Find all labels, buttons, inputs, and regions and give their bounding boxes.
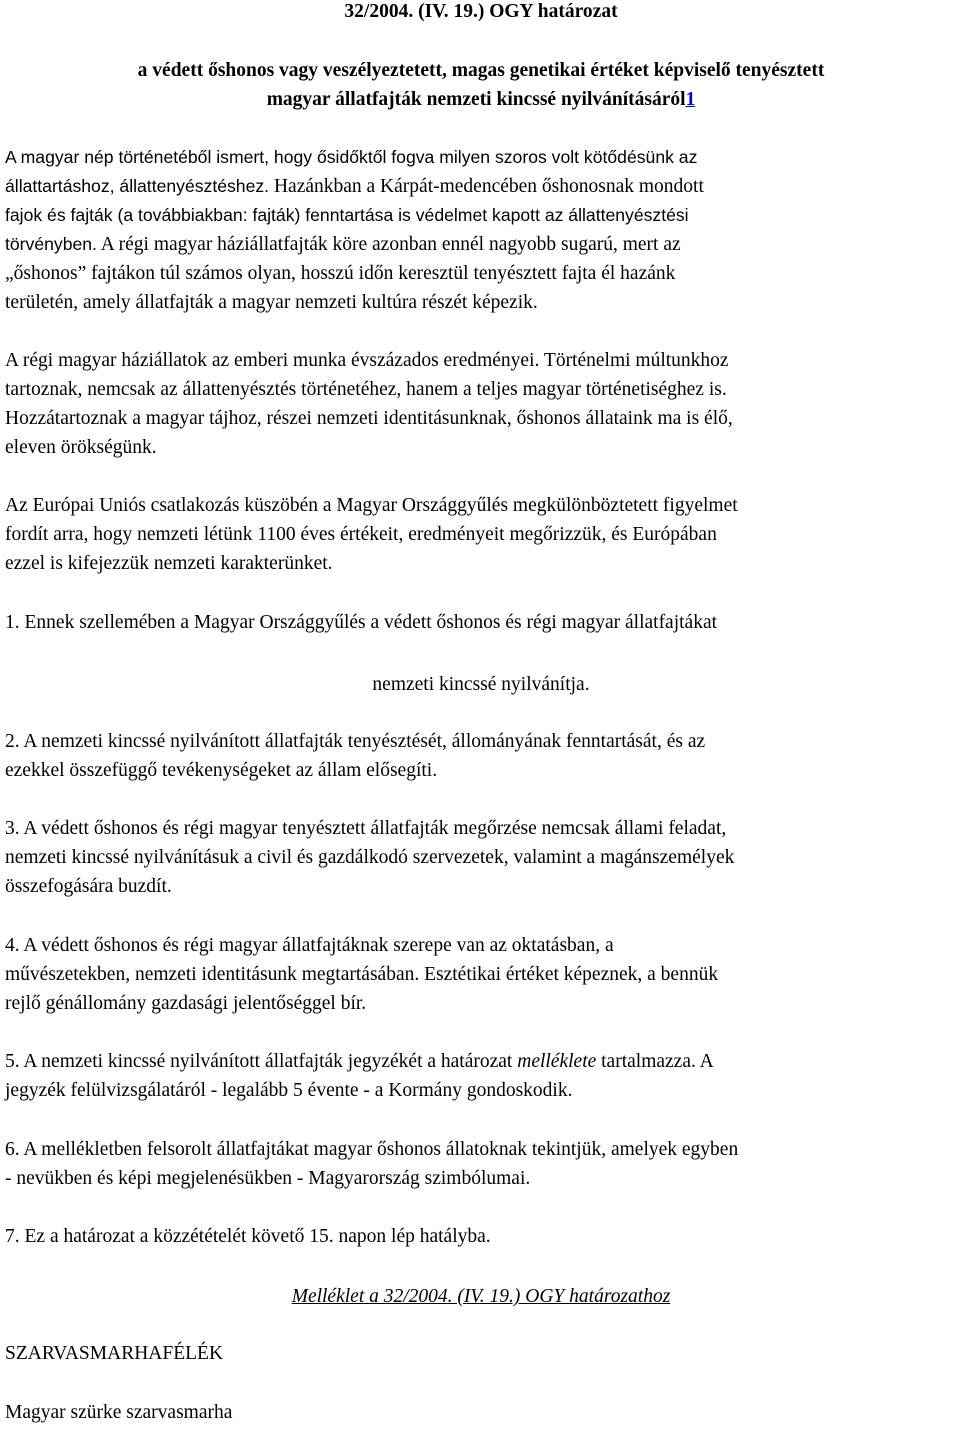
point-2 — [5, 727, 957, 785]
intro-line-4-cont: A régi magyar háziállatfajták köre azonban ennél nagyobb sugarú, mert az — [100, 234, 681, 255]
paragraph-line: fordít arra, hogy nemzeti létünk 1100 éves értékeit, eredményeit megőrizzük, és Európában — [5, 524, 717, 545]
intro-line-5: „őshonos” fajtákon túl számos olyan, hosszú időn keresztül tenyésztett fajta él hazánk — [5, 263, 676, 284]
section-heading — [5, 1339, 957, 1368]
document-title — [5, 0, 957, 26]
intro-line-2: állattartáshoz, állattenyésztéshez. Hazánkban a Kárpát-medencében őshonosnak mondott — [5, 176, 704, 197]
point-3 — [5, 814, 957, 901]
point-line: művészetekben, nemzeti identitásunk megtartásában. Esztétikai értéket képeznek, a bennük — [5, 964, 719, 985]
point-line: 3. A védett őshonos és régi magyar tenyésztett állatfajták megőrzése nemcsak állami feladat, — [5, 818, 727, 839]
footnote-link[interactable]: 1 — [685, 89, 696, 110]
intro-paragraph — [5, 143, 957, 317]
paragraph-line: Hozzátartoznak a magyar tájhoz, részei nemzeti identitásunknak, őshonos állataink ma is élő, — [5, 408, 733, 429]
subtitle-line-1: a védett őshonos vagy veszélyeztetett, magas genetikai értéket képviselő tenyésztett — [137, 60, 825, 81]
paragraph-heritage — [5, 346, 957, 462]
point-line: - nevükben és képi megjelenésükben - Magyarország szimbólumai. — [5, 1168, 531, 1189]
paragraph-line: tartoznak, nemcsak az állattenyésztés történetéhez, hanem a teljes magyar történetiséghez is. — [5, 379, 727, 400]
point-line: 6. A mellékletben felsorolt állatfajtákat magyar őshonos állatoknak tekintjük, amelyek egyben — [5, 1139, 739, 1160]
paragraph-line: eleven örökségünk. — [5, 437, 157, 458]
breed-item — [5, 1398, 957, 1427]
paragraph-eu — [5, 491, 957, 578]
point-line: 4. A védett őshonos és régi magyar állatfajtáknak szerepe van az oktatásban, a — [5, 935, 614, 956]
point-line: összefogására buzdít. — [5, 876, 172, 897]
annex-emphasis: melléklete — [517, 1051, 597, 1072]
title-text: 32/2004. (IV. 19.) OGY határozat — [344, 1, 618, 22]
point-1 — [5, 608, 957, 637]
point-line: rejlő génállomány gazdasági jelentőséggel bír. — [5, 993, 367, 1014]
intro-line-2-cont: Hazánkban a Kárpát-medencében őshonosnak mondott — [273, 176, 704, 197]
annex-title-text: Melléklet a 32/2004. (IV. 19.) OGY határozathoz — [291, 1286, 671, 1307]
point-line: ezekkel összefüggő tevékenységeket az állam elősegíti. — [5, 760, 438, 781]
point-6 — [5, 1135, 957, 1193]
point-line: 7. Ez a határozat a közzétételét követő 15. napon lép hatályba. — [5, 1226, 491, 1247]
paragraph-line: Az Európai Uniós csatlakozás küszöbén a Magyar Országgyűlés megkülönböztetett figyelmet — [5, 495, 738, 516]
declaration-text: nemzeti kincssé nyilvánítja. — [372, 674, 590, 695]
point-line: 1. Ennek szellemében a Magyar Országgyűlés a védett őshonos és régi magyar állatfajtákat — [5, 612, 718, 633]
breed-name: Magyar szürke szarvasmarha — [5, 1402, 233, 1423]
section-heading-text: SZARVASMARHAFÉLÉK — [5, 1343, 224, 1364]
paragraph-line: A régi magyar háziállatok az emberi munka évszázados eredményei. Történelmi múltunkhoz — [5, 350, 729, 371]
intro-line-6: területén, amely állatfajták a magyar nemzeti kultúra részét képezik. — [5, 292, 538, 313]
document-subtitle — [5, 56, 957, 114]
point-5 — [5, 1047, 957, 1105]
point-1-declaration — [5, 670, 957, 699]
paragraph-line: ezzel is kifejezzük nemzeti karakterünket. — [5, 553, 333, 574]
point-7 — [5, 1222, 957, 1251]
intro-line-1: A magyar nép történetéből ismert, hogy ősidőktől fogva milyen szoros volt kötődésünk az — [5, 147, 698, 167]
point-line: jegyzék felülvizsgálatáról - legalább 5 évente - a Kormány gondoskodik. — [5, 1080, 573, 1101]
point-line: 2. A nemzeti kincssé nyilvánított állatfajták tenyésztését, állományának fenntartását, és az — [5, 731, 706, 752]
intro-line-4: törvényben. A régi magyar háziállatfajták köre azonban ennél nagyobb sugarú, mert az — [5, 234, 681, 255]
point-line: nemzeti kincssé nyilvánításuk a civil és gazdálkodó szervezetek, valamint a magánszemélyek — [5, 847, 735, 868]
subtitle-line-2: magyar állatfajták nemzeti kincssé nyilvánításáról1 — [266, 89, 696, 110]
annex-title — [5, 1282, 957, 1311]
point-4 — [5, 931, 957, 1018]
intro-line-3: fajok és fajták (a továbbiakban: fajták) fenntartása is védelmet kapott az állattenyésztési — [5, 205, 689, 225]
point-line: 5. A nemzeti kincssé nyilvánított állatfajták jegyzékét a határozat melléklete tartalmazza. A — [5, 1051, 714, 1072]
